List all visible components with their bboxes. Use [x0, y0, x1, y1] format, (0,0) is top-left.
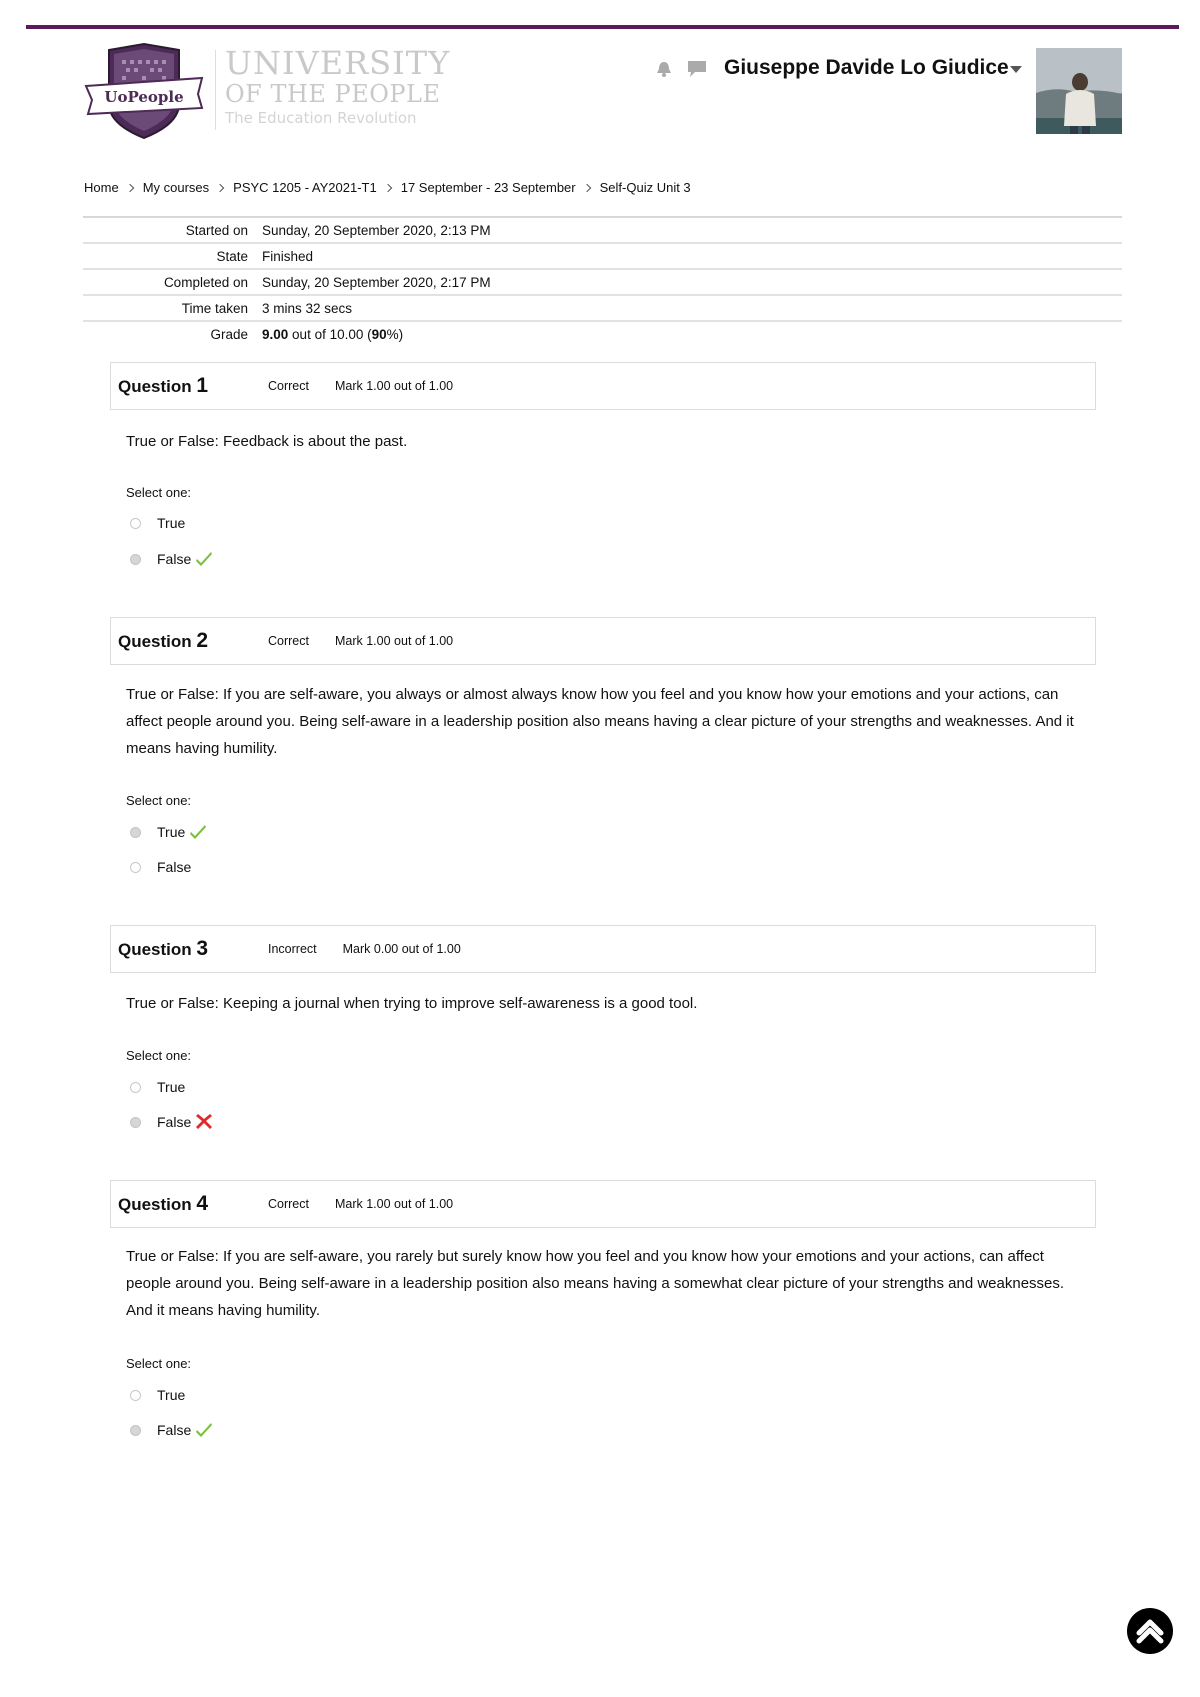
- option-label: False: [157, 1422, 192, 1438]
- university-tagline: The Education Revolution: [225, 109, 417, 127]
- question-label: Question: [118, 377, 192, 396]
- question-header: [110, 1180, 1096, 1228]
- radio-button[interactable]: [130, 1390, 141, 1401]
- question-mark: Mark 1.00 out of 1.00: [334, 379, 454, 393]
- question-number: 1: [196, 374, 209, 397]
- attempt-summary-table: [83, 216, 1122, 346]
- university-line1: UNIVERSITY: [225, 44, 451, 82]
- question-mark: Mark 0.00 out of 1.00: [342, 942, 461, 956]
- radio-button-selected[interactable]: [130, 1117, 141, 1128]
- answer-option[interactable]: [130, 1077, 185, 1097]
- question-number: 2: [196, 629, 209, 652]
- question-title: [118, 629, 268, 653]
- question-mark: Mark 1.00 out of 1.00: [334, 634, 454, 648]
- question-text: True or False: Feedback is about the past.: [126, 433, 408, 450]
- user-menu-name[interactable]: Giuseppe Davide Lo Giudice: [724, 56, 1009, 79]
- option-label: False: [157, 859, 192, 875]
- cross-icon: [195, 1112, 213, 1133]
- check-icon: [189, 822, 207, 843]
- summary-row-started: [83, 216, 1122, 242]
- question-mark: Mark 1.00 out of 1.00: [334, 1197, 454, 1211]
- option-label: True: [157, 1387, 186, 1403]
- answer-option[interactable]: [130, 513, 185, 533]
- select-one-label: Select one:: [126, 793, 192, 808]
- question-label: Question: [118, 632, 192, 651]
- question-title: [118, 1192, 268, 1216]
- radio-button-selected[interactable]: [130, 554, 141, 565]
- grade-tail: %): [386, 326, 404, 342]
- avatar[interactable]: [1036, 48, 1122, 134]
- summary-value: Sunday, 20 September 2020, 2:17 PM: [262, 274, 491, 290]
- summary-value: Finished: [262, 248, 314, 264]
- check-icon: [195, 1420, 213, 1441]
- radio-button[interactable]: [130, 1082, 141, 1093]
- summary-label: Grade: [210, 326, 248, 342]
- chevron-right-icon: [383, 183, 391, 191]
- summary-row-time: [83, 294, 1122, 320]
- question-status: Correct: [268, 1197, 309, 1211]
- grade-score: 9.00: [262, 326, 289, 342]
- option-label: True: [157, 515, 186, 531]
- summary-row-completed: [83, 268, 1122, 294]
- chevron-up-icon: [1127, 1608, 1173, 1654]
- chevron-right-icon: [216, 183, 224, 191]
- uopeople-logo[interactable]: [84, 42, 204, 140]
- breadcrumb-quiz[interactable]: Self-Quiz Unit 3: [599, 180, 691, 195]
- top-accent-bar: [26, 25, 1179, 29]
- question-status: Correct: [268, 379, 309, 393]
- option-label: False: [157, 551, 192, 567]
- university-wordmark: [225, 46, 450, 128]
- answer-option[interactable]: [130, 549, 213, 569]
- bell-icon[interactable]: [655, 60, 673, 82]
- radio-button-selected[interactable]: [130, 1425, 141, 1436]
- option-label: False: [157, 1114, 192, 1130]
- breadcrumb-home[interactable]: Home: [84, 180, 119, 195]
- question-text: True or False: If you are self-aware, you rarely but surely know how you feel and you know how your emotions and your actions, can affect people around you. Being self-aware in a leadership position also means having a somewhat clear picture of your strengths and weaknesses. And it means having humility.: [126, 1248, 1065, 1319]
- radio-button[interactable]: [130, 862, 141, 873]
- select-one-label: Select one:: [126, 1356, 192, 1371]
- option-label: True: [157, 1079, 186, 1095]
- question-text: True or False: If you are self-aware, you always or almost always know how you feel and you know how your emotions and your actions, can affect people around you. Being self-aware in a leadership position also means having a clear picture of your strengths and weaknesses. And it means having humility.: [126, 686, 1074, 757]
- check-icon: [195, 549, 213, 570]
- radio-button-selected[interactable]: [130, 827, 141, 838]
- logo-divider: [215, 50, 216, 130]
- question-header: [110, 362, 1096, 410]
- select-one-label: Select one:: [126, 1048, 192, 1063]
- question-text: True or False: Keeping a journal when trying to improve self-awareness is a good tool.: [126, 995, 698, 1012]
- summary-label: Started on: [185, 222, 248, 238]
- summary-label: State: [216, 248, 248, 264]
- question-status: Incorrect: [268, 942, 317, 956]
- question-status: Correct: [268, 634, 309, 648]
- question-label: Question: [118, 1195, 192, 1214]
- chevron-right-icon: [582, 183, 590, 191]
- question-title: [118, 374, 268, 398]
- chevron-right-icon: [125, 183, 133, 191]
- grade-rest: out of 10.00 (: [292, 326, 372, 342]
- question-label: Question: [118, 940, 192, 959]
- summary-row-state: [83, 242, 1122, 268]
- answer-option[interactable]: [130, 822, 207, 842]
- radio-button[interactable]: [130, 518, 141, 529]
- back-to-top-button[interactable]: [1127, 1608, 1173, 1654]
- question-header: [110, 617, 1096, 665]
- summary-value: Sunday, 20 September 2020, 2:13 PM: [262, 222, 491, 238]
- chevron-down-icon[interactable]: [1010, 66, 1022, 73]
- answer-option[interactable]: [130, 1385, 185, 1405]
- header-icons: [655, 60, 707, 82]
- university-line2: OF THE PEOPLE: [225, 80, 441, 108]
- breadcrumb-week[interactable]: 17 September - 23 September: [400, 180, 576, 195]
- summary-row-grade: [83, 320, 1122, 346]
- question-number: 3: [196, 937, 209, 960]
- chat-icon[interactable]: [687, 60, 707, 82]
- breadcrumb-my-courses[interactable]: My courses: [142, 180, 210, 195]
- select-one-label: Select one:: [126, 485, 192, 500]
- logo-text: UoPeople: [104, 88, 184, 106]
- breadcrumb: [84, 180, 691, 195]
- summary-label: Completed on: [163, 274, 248, 290]
- grade-percent: 90: [371, 326, 387, 342]
- option-label: True: [157, 824, 186, 840]
- answer-option[interactable]: [130, 1420, 213, 1440]
- summary-label: Time taken: [181, 300, 248, 316]
- breadcrumb-course[interactable]: PSYC 1205 - AY2021-T1: [233, 180, 377, 195]
- summary-value: 3 mins 32 secs: [262, 300, 353, 316]
- answer-option[interactable]: [130, 1112, 213, 1132]
- answer-option[interactable]: [130, 857, 191, 877]
- question-title: [118, 937, 268, 961]
- question-header: [110, 925, 1096, 973]
- question-number: 4: [196, 1192, 209, 1215]
- summary-value: [262, 327, 403, 342]
